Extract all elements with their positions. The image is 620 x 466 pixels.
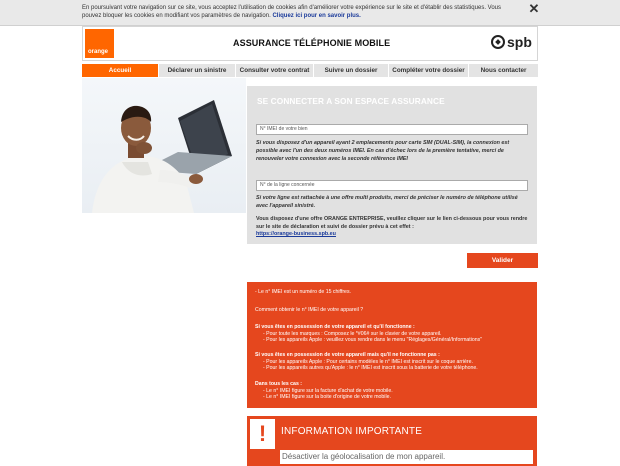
main-nav <box>82 64 538 77</box>
info-line: Si vous êtes en possession de votre appareil et qu'il fonctionne : <box>255 324 415 330</box>
nav-item-declarer[interactable]: Déclarer un sinistre <box>159 64 236 77</box>
info-line: - Pour toute les marques : Composez le *#06# sur le clavier de votre appareil. <box>263 331 442 337</box>
geolocation-link[interactable]: Désactiver la géolocalisation de mon appareil. <box>280 450 533 464</box>
info-line: Comment obtenir le n° IMEI de votre appareil ? <box>255 307 364 313</box>
spb-logo-icon <box>491 35 505 49</box>
info-line: - Pour les appareils Apple : Pour certains modèles le n° IMEI est inscrit sur le coque arrière. <box>263 359 473 365</box>
info-line: - Le n° IMEI figure sur la boite d'origine de votre mobile. <box>263 394 391 400</box>
login-title: SE CONNECTER A SON ESPACE ASSURANCE <box>257 96 445 106</box>
nav-item-completer[interactable]: Compléter votre dossier <box>389 64 469 77</box>
warning-icon <box>250 419 275 449</box>
enterprise-link-row <box>256 231 528 239</box>
imei-hint: Si vous disposez d'un appareil ayant 2 emplacements pour carte SIM (DUAL-SIM), la connexion est possible avec l'un des deux numéros IMEI. En cas d'échec lors de la première tentative, merci de renouveler votre connexion avec la seconde référence IMEI <box>256 140 510 162</box>
man-with-laptop-illustration <box>82 78 246 213</box>
enterprise-note: Vous disposez d'une offre ORANGE ENTREPRISE, veuillez cliquer sur le lien ci-dessous pour vous rendre sur le site de déclaration et suivi de dossier prévu à cet effet : <box>256 216 528 230</box>
hero-image <box>82 78 246 213</box>
close-icon[interactable]: ✕ <box>528 1 540 16</box>
info-line: - Le n° IMEI est un numéro de 15 chiffres. <box>255 289 351 295</box>
nav-item-contrat[interactable]: Consulter votre contrat <box>236 64 314 77</box>
orange-logo[interactable] <box>85 29 114 58</box>
important-title: INFORMATION IMPORTANTE <box>281 426 423 437</box>
enterprise-link[interactable]: https://orange-business.spb.eu <box>256 231 336 237</box>
cookie-message: En poursuivant votre navigation sur ce site, vous acceptez l'utilisation de cookies afin d'améliorer votre expérience sur le site et d'établir des statistiques. Vous pouvez bloquer les cookies en modifiant vos paramètres de navigation. <box>82 5 501 19</box>
info-line: - Pour les appareils Apple : veuillez vous rendre dans le menu "Réglages/Général/Informations" <box>263 337 483 343</box>
nav-item-accueil[interactable]: Accueil <box>82 64 159 77</box>
phone-line-input[interactable]: N° de la ligne concernée <box>256 180 528 191</box>
info-line: - Le n° IMEI figure sur la facture d'achat de votre mobile. <box>263 388 393 394</box>
nav-item-contact[interactable]: Nous contacter <box>480 67 527 74</box>
cookie-banner <box>0 0 620 26</box>
spb-logo-text: spb <box>507 34 532 50</box>
phone-line-hint: Si votre ligne est rattachée à une offre multi produits, merci de préciser le numéro de téléphone utilisé avec l'appareil sinistré. <box>256 195 518 209</box>
cookie-more-link[interactable]: Cliquez ici pour en savoir plus. <box>272 13 361 19</box>
orange-logo-text: orange <box>88 49 109 55</box>
login-panel <box>247 86 537 244</box>
info-line: - Pour les appareils autres qu'Apple : le n° IMEI est inscrit sous la batterie de votre téléphone. <box>263 365 478 371</box>
validate-button[interactable]: Valider <box>467 253 538 268</box>
info-line: Si vous êtes en possession de votre appareil mais qu'il ne fonctionne pas : <box>255 352 440 358</box>
cookie-text-wrap <box>82 4 512 20</box>
page-title: ASSURANCE TÉLÉPHONIE MOBILE <box>233 38 391 48</box>
imei-info-box <box>247 282 537 408</box>
nav-item-suivre[interactable]: Suivre un dossier <box>314 64 389 77</box>
important-info-box <box>247 416 537 466</box>
warning-icon-glyph: ! <box>258 421 267 446</box>
info-line: Dans tous les cas : <box>255 381 302 387</box>
imei-input[interactable]: N° IMEI de votre bien <box>256 124 528 135</box>
site-header <box>82 26 538 61</box>
